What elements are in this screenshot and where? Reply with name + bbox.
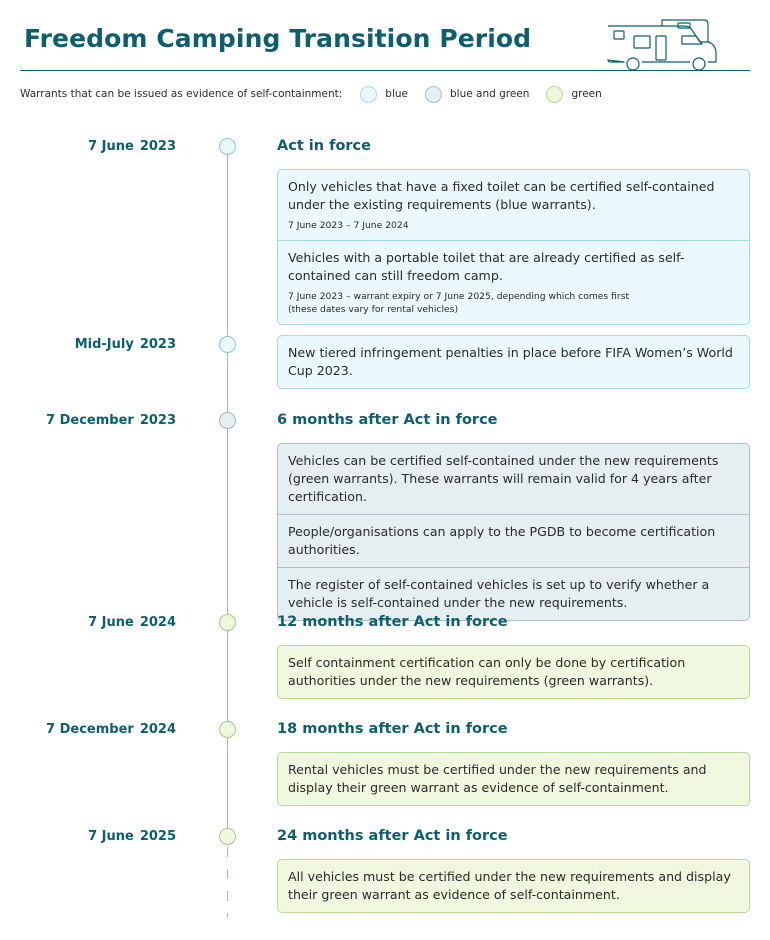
card-text: Self containment certification can only be done by certification authorities under the new requirements (green warrants). [288, 655, 686, 688]
timeline-node [219, 614, 236, 631]
milestone-date: 7 December 2024 [46, 722, 176, 737]
card-text: Rental vehicles must be certified under the new requirements and display their green warrant as evidence of self-containment. [288, 762, 707, 795]
campervan-icon [604, 16, 720, 72]
legend [20, 84, 619, 104]
milestone-heading: Act in force [277, 138, 371, 154]
timeline-node [219, 138, 236, 155]
card-text: New tiered infringement penalties in place before FIFA Women’s World Cup 2023. [288, 345, 733, 378]
timeline-node [219, 412, 236, 429]
card-item [278, 753, 749, 805]
card-item [278, 860, 749, 912]
legend-item-label: blue [385, 88, 408, 100]
card-text: Vehicles with a portable toilet that are already certified as self-contained can still freedom camp. [288, 250, 685, 283]
legend-swatch-blue [360, 86, 377, 103]
card-item [278, 646, 749, 698]
legend-item-blue-and-green [425, 86, 529, 103]
milestone-heading: 6 months after Act in force [277, 412, 498, 428]
milestone-card [277, 335, 750, 389]
card-item [278, 514, 749, 567]
card-item [278, 567, 749, 620]
timeline-node [219, 828, 236, 845]
title-divider [20, 70, 750, 71]
card-item [278, 240, 749, 324]
card-item [278, 170, 749, 240]
milestone-heading: 18 months after Act in force [277, 721, 508, 737]
page-title: Freedom Camping Transition Period [24, 24, 532, 53]
card-date-range: 7 June 2023 – 7 June 2024 [288, 220, 409, 231]
legend-item-label: green [571, 88, 602, 100]
milestone-heading: 24 months after Act in force [277, 828, 508, 844]
timeline-spine [227, 146, 228, 844]
card-text: The register of self-contained vehicles is set up to verify whether a vehicle is self-contained under the new requirements. [288, 577, 710, 610]
card-item [278, 336, 749, 388]
timeline-node [219, 721, 236, 738]
timeline-node [219, 336, 236, 353]
milestone-card [277, 443, 750, 621]
card-text: Vehicles can be certified self-contained under the new requirements (green warrants). These warrants will remain valid for 4 years after certification. [288, 453, 719, 504]
milestone-date: Mid-July 2023 [74, 337, 176, 352]
milestone-date: 7 June 2024 [88, 615, 176, 630]
milestone-card [277, 645, 750, 699]
milestone-date: 7 June 2023 [88, 139, 176, 154]
card-text: All vehicles must be certified under the new requirements and display their green warrant as evidence of self-containment. [288, 869, 731, 902]
milestone-card [277, 752, 750, 806]
timeline-continuation [227, 847, 228, 917]
milestone-card [277, 859, 750, 913]
milestone-heading: 12 months after Act in force [277, 614, 508, 630]
legend-label: Warrants that can be issued as evidence of self-containment: [20, 88, 343, 100]
card-text: Only vehicles that have a fixed toilet can be certified self-contained under the existing requirements (blue warrants). [288, 179, 715, 212]
milestone-date: 7 December 2023 [46, 413, 176, 428]
legend-item-blue [360, 86, 408, 103]
legend-item-green [546, 86, 601, 103]
milestone-card [277, 169, 750, 325]
legend-item-label: blue and green [449, 88, 530, 100]
card-text: People/organisations can apply to the PGDB to become certification authorities. [288, 524, 716, 557]
legend-swatch-blue-and-green [425, 86, 442, 103]
legend-swatch-green [546, 86, 563, 103]
card-item [278, 444, 749, 514]
card-date-range: 7 June 2023 – warrant expiry or 7 June 2025, depending which comes first (these dates vary for rental vehicles) [288, 291, 630, 315]
milestone-date: 7 June 2025 [88, 829, 176, 844]
